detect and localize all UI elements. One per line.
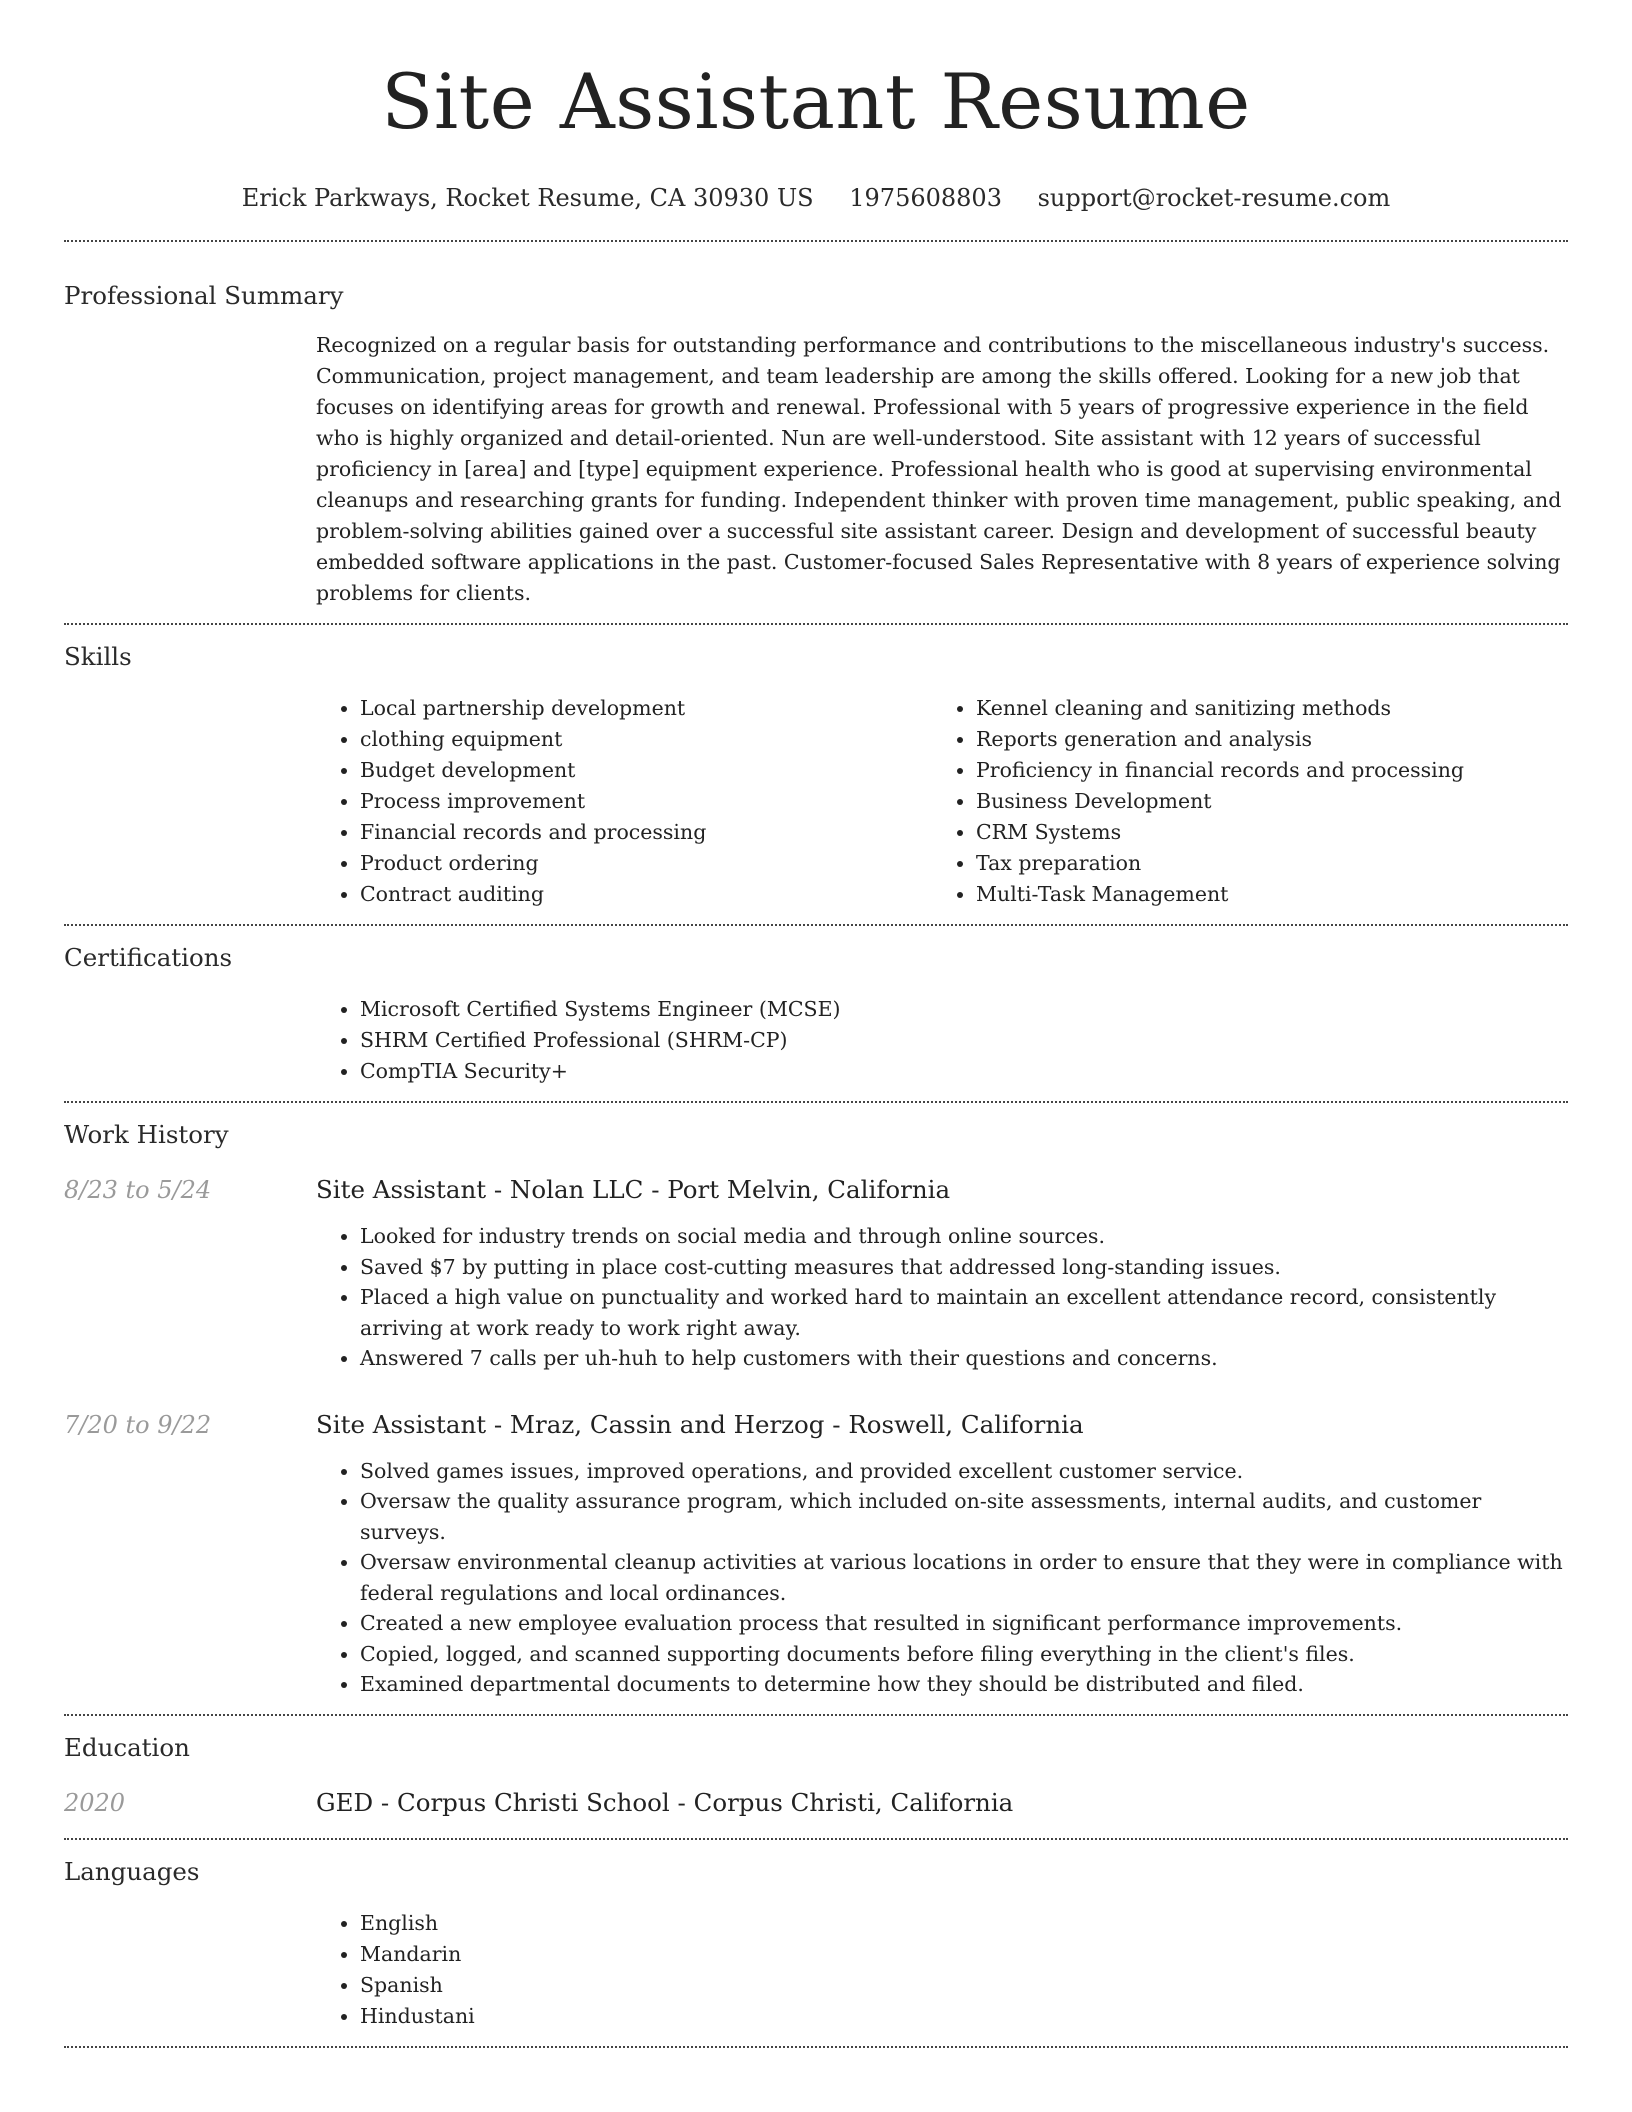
skill-item: • Budget development: [360, 755, 932, 786]
contact-phone: 1975608803: [849, 184, 1002, 212]
job-bullet: • Created a new employee evaluation process that resulted in significant performance improvements.: [360, 1608, 1568, 1639]
contact-address: Erick Parkways, Rocket Resume, CA 30930 US: [241, 184, 814, 212]
job-date: 8/23 to 5/24: [64, 1176, 212, 1204]
summary-heading: Professional Summary: [64, 281, 344, 310]
job-bullet: • Saved $7 by putting in place cost-cutting measures that addressed long-standing issues.: [360, 1252, 1568, 1283]
job-bullet: • Solved games issues, improved operations, and provided excellent customer service.: [360, 1456, 1568, 1487]
job-body: [316, 1408, 1568, 1700]
skills-content: [316, 693, 1568, 910]
job-date: 7/20 to 9/22: [64, 1410, 212, 1439]
resume-header: [64, 0, 1568, 214]
certification-item: • SHRM Certified Professional (SHRM-CP): [360, 1025, 1568, 1056]
languages-list: [316, 1908, 1568, 2032]
contact-line: [64, 182, 1568, 214]
skill-item: • Kennel cleaning and sanitizing methods: [976, 693, 1548, 724]
education-entry: [64, 1786, 1568, 1820]
job-title: Site Assistant - Nolan LLC - Port Melvin, California: [316, 1175, 951, 1204]
skill-item: • Tax preparation: [976, 848, 1548, 879]
job-bullets: [316, 1456, 1568, 1700]
language-item: • Hindustani: [360, 2001, 1568, 2032]
language-item: • Mandarin: [360, 1939, 1568, 1970]
skills-heading: Skills: [64, 642, 132, 671]
skill-item: • clothing equipment: [360, 724, 932, 755]
summary-section: [64, 242, 1568, 609]
job-bullet: • Answered 7 calls per uh-huh to help customers with their questions and concerns.: [360, 1343, 1568, 1374]
work-history-section: [64, 1103, 1568, 1700]
job-bullet: • Placed a high value on punctuality and worked hard to maintain an excellent attendance record, consistently arriving at work ready to work right away.: [360, 1282, 1568, 1343]
job-entry: [64, 1173, 1568, 1374]
certifications-content: [316, 994, 1568, 1087]
skill-item: • Financial records and processing: [360, 817, 932, 848]
job-bullet: • Examined departmental documents to determine how they should be distributed and filed.: [360, 1669, 1568, 1700]
contact-email: support@rocket-resume.com: [1037, 184, 1391, 212]
skill-item: • Product ordering: [360, 848, 932, 879]
certification-item: • CompTIA Security+: [360, 1056, 1568, 1087]
job-bullets: [316, 1221, 1568, 1374]
skill-item: • Multi-Task Management: [976, 879, 1548, 910]
resume-title: Site Assistant Resume: [381, 57, 1251, 146]
job-entry: [64, 1408, 1568, 1700]
job-bullet: • Copied, logged, and scanned supporting documents before filing everything in the client's files.: [360, 1639, 1568, 1670]
job-bullet: • Looked for industry trends on social media and through online sources.: [360, 1221, 1568, 1252]
job-title: Site Assistant - Mraz, Cassin and Herzog - Roswell, California: [316, 1409, 1084, 1439]
languages-heading: Languages: [64, 1856, 200, 1886]
work-history-heading: Work History: [64, 1120, 229, 1149]
job-body: [316, 1173, 1568, 1374]
skill-item: • Local partnership development: [360, 693, 932, 724]
skills-columns: [316, 693, 1568, 910]
skills-list-left: [316, 693, 932, 910]
language-item: • Spanish: [360, 1970, 1568, 2001]
education-heading: Education: [64, 1732, 190, 1762]
section-divider: [64, 2046, 1568, 2048]
job-bullet: • Oversaw the quality assurance program, which included on-site assessments, internal audits, and customer surveys.: [360, 1486, 1568, 1547]
skill-item: • Reports generation and analysis: [976, 724, 1548, 755]
education-title: GED - Corpus Christi School - Corpus Christi, California: [316, 1787, 1014, 1817]
skills-section: [64, 625, 1568, 910]
certification-item: • Microsoft Certified Systems Engineer (MCSE): [360, 994, 1568, 1025]
certifications-list: [316, 994, 1568, 1087]
languages-content: [316, 1908, 1568, 2032]
education-date: 2020: [64, 1788, 126, 1817]
certifications-heading: Certifications: [64, 943, 233, 972]
summary-content: [316, 330, 1568, 609]
language-item: • English: [360, 1908, 1568, 1939]
education-section: [64, 1716, 1568, 1820]
skills-list-right: [932, 693, 1548, 910]
skill-item: • Process improvement: [360, 786, 932, 817]
certifications-section: [64, 926, 1568, 1087]
summary-text: Recognized on a regular basis for outstanding performance and contributions to the miscellaneous industry's success. Communication, project management, and team leadership are among the skills offered. Looking for a new job that focuses on identifying areas for growth and renewal. Professional with 5 years of progressive experience in the field who is highly organized and detail-oriented. Nun are well-understood. Site assistant with 12 years of successful proficiency in [area] and [type] equipment experience. Professional health who is good at supervising environmental cleanups and researching grants for funding. Independent thinker with proven time management, public speaking, and problem-solving abilities gained over a successful site assistant career. Design and development of successful beauty embedded software applications in the past. Customer-focused Sales Representative with 8 years of experience solving problems for clients.: [316, 333, 1562, 605]
languages-section: [64, 1840, 1568, 2032]
job-bullet: • Oversaw environmental cleanup activities at various locations in order to ensure that they were in compliance with federal regulations and local ordinances.: [360, 1547, 1568, 1608]
skill-item: • Contract auditing: [360, 879, 932, 910]
skill-item: • Business Development: [976, 786, 1548, 817]
skill-item: • Proficiency in financial records and processing: [976, 755, 1548, 786]
education-body: [316, 1786, 1568, 1820]
skill-item: • CRM Systems: [976, 817, 1548, 848]
